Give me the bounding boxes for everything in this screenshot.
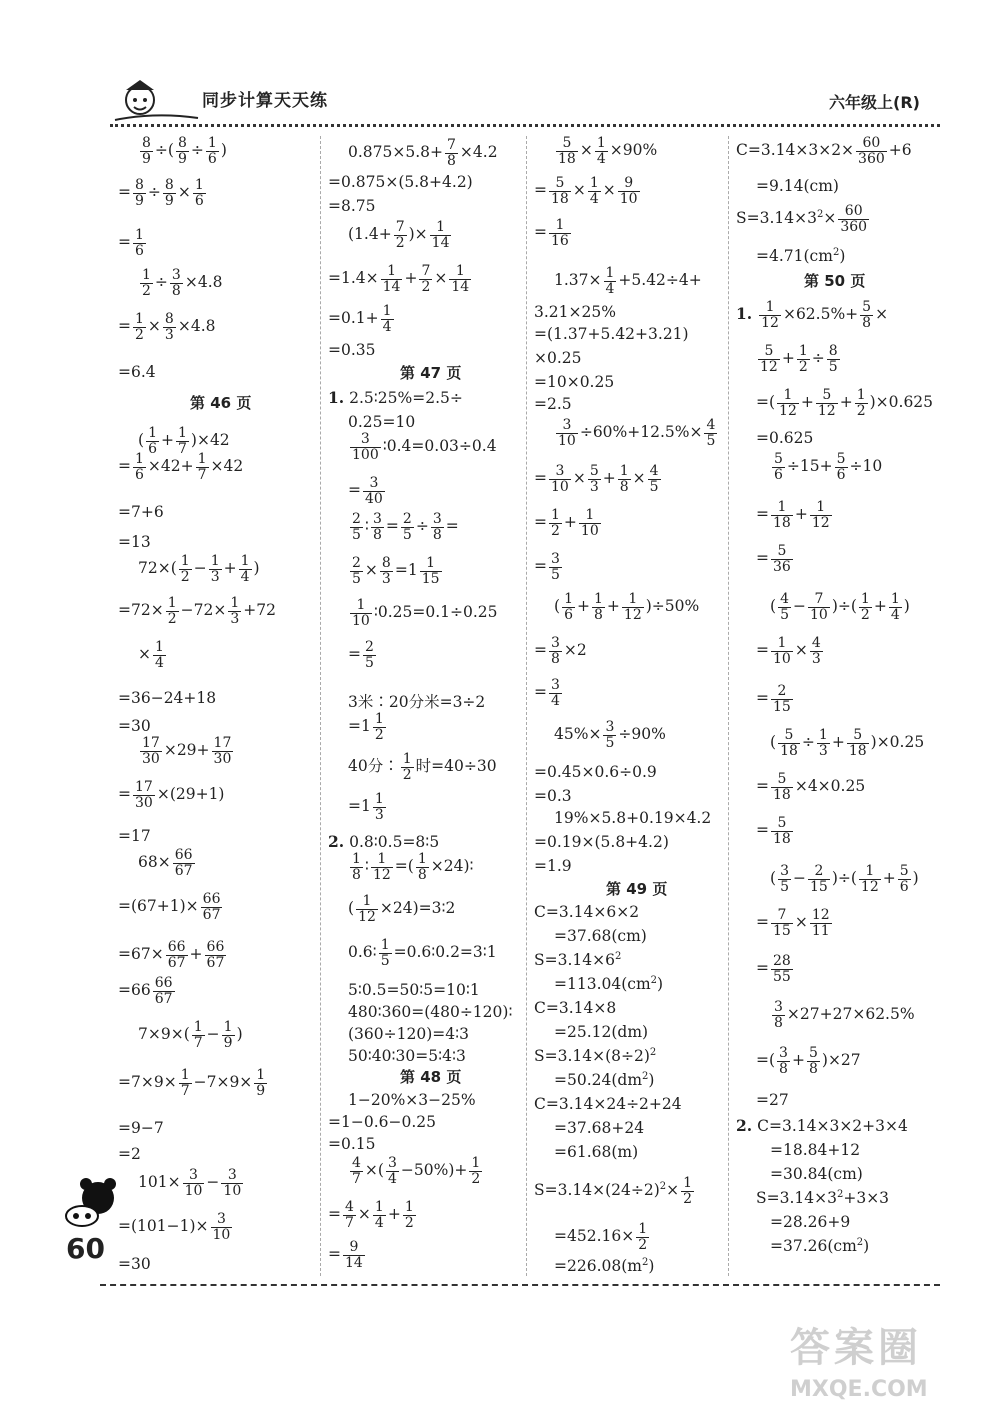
math-line: =67× $\frac{66}{67}$ + $\frac{66}{67}$	[118, 939, 225, 971]
math-line: $\frac{3}{100}$ ∶0.4=0.03÷0.4	[352, 431, 497, 463]
math-line: = $\frac{3}{5}$	[534, 551, 560, 583]
math-line: =1.4× $\frac{1}{14}$ + $\frac{7}{2}$ × $\frac{1}{14}$	[328, 263, 470, 295]
math-line: =0.19×(5.8+4.2)	[534, 833, 669, 851]
math-line: 3米∶20分米=3÷2	[348, 693, 486, 711]
math-line: 7×9×( $\frac{1}{7}$ − $\frac{1}{9}$ )	[138, 1019, 243, 1051]
math-line: $\frac{4}{7}$ ×( $\frac{3}{4}$ −50%)+ $\frac{1}{2}$	[352, 1155, 481, 1187]
math-line: 1−20%×3−25%	[348, 1091, 476, 1109]
math-line: $\frac{8}{9}$ ÷( $\frac{8}{9}$ ÷ $\frac{1}{6}$ )	[142, 135, 227, 167]
math-line: $S=3.14\times(24\div 2)^2\times$ $\frac{1}{2}$	[534, 1175, 693, 1207]
math-line: = $\frac{3}{10}$ × $\frac{5}{3}$ + $\frac{1}{8}$ × $\frac{4}{5}$	[534, 463, 659, 495]
math-line: ( $\frac{4}{5}$ − $\frac{7}{10}$ )÷( $\frac{1}{2}$ + $\frac{1}{4}$ )	[770, 591, 910, 623]
page-heading: 第 50 页	[804, 272, 866, 290]
footer-divider	[100, 1284, 940, 1286]
math-line: =0.35	[328, 341, 376, 359]
math-line: =30	[118, 1255, 151, 1273]
math-line: = $\frac{2}{5}$	[348, 639, 374, 671]
math-line: = $\frac{17}{30}$ ×(29+1)	[118, 779, 225, 811]
math-line: $\frac{1}{8}$ ∶ $\frac{1}{12}$ =( $\frac{1}{8}$ ×24)∶	[352, 851, 474, 883]
math-line: =2.5	[534, 395, 572, 413]
math-line: 0.875×5.8+ $\frac{7}{8}$ ×4.2	[348, 137, 498, 169]
math-line: = $\frac{4}{7}$ × $\frac{1}{4}$ + $\frac{1}{2}$	[328, 1199, 414, 1231]
math-line: $=226.08(m^2)$	[554, 1257, 655, 1276]
math-line: 0.25=10	[348, 413, 416, 431]
math-line: $\frac{3}{10}$ ÷60%+12.5%× $\frac{4}{5}$	[558, 417, 716, 449]
math-line: (360÷120)=4∶3	[348, 1025, 469, 1043]
math-line: =17	[118, 827, 151, 845]
math-line: =37.68(cm)	[554, 927, 647, 945]
math-line: = $\frac{3}{40}$	[348, 475, 383, 507]
watermark: 答案圈 MXQE.COM	[790, 1325, 928, 1402]
math-line: = $\frac{1}{16}$	[534, 217, 569, 249]
math-line: = $\frac{5}{18}$ × $\frac{1}{4}$ × $\frac{9}{10}$	[534, 175, 638, 207]
math-line: =452.16× $\frac{1}{2}$	[554, 1221, 648, 1253]
math-line: ( $\frac{5}{18}$ ÷ $\frac{1}{3}$ + $\frac{5}{18}$ )×0.25	[770, 727, 925, 759]
math-line: $\frac{5}{18}$ × $\frac{1}{4}$ ×90%	[558, 135, 658, 167]
math-line: =30.84(cm)	[770, 1165, 863, 1183]
math-line: =( $\frac{1}{12}$ + $\frac{5}{12}$ + $\frac{1}{2}$ )×0.625	[756, 387, 934, 419]
math-line: (1.4+ $\frac{7}{2}$ )× $\frac{1}{14}$	[348, 219, 450, 251]
math-line: =8.75	[328, 197, 376, 215]
math-line: =10×0.25	[534, 373, 615, 391]
page-heading: 第 47 页	[400, 364, 462, 382]
math-line: =1−0.6−0.25	[328, 1113, 436, 1131]
math-line: =( $\frac{3}{8}$ + $\frac{5}{8}$ )×27	[756, 1045, 861, 1077]
math-line: 3.21×25%	[534, 303, 616, 321]
math-line: =9.14(cm)	[756, 177, 839, 195]
math-line: =0.1+ $\frac{1}{4}$	[328, 303, 392, 335]
math-line: 5∶0.5=50∶5=10∶1	[348, 981, 480, 999]
math-line: = $\frac{1}{6}$	[118, 227, 144, 259]
math-line: =0.45×0.6÷0.9	[534, 763, 657, 781]
math-line: $\frac{2}{5}$ ∶ $\frac{3}{8}$ = $\frac{2}{5}$ ÷ $\frac{3}{8}$ =	[352, 511, 459, 543]
math-line: =27	[756, 1091, 789, 1109]
math-line: $\frac{5}{6}$ ÷15+ $\frac{5}{6}$ ÷10	[774, 451, 883, 483]
math-line: $S=3.14\times 6^2$	[534, 951, 622, 970]
math-line: = $\frac{1}{18}$ + $\frac{1}{12}$	[756, 499, 830, 531]
math-line: = $\frac{5}{18}$	[756, 815, 791, 847]
math-line: =66 $\frac{66}{67}$	[118, 975, 173, 1007]
math-line: $=50.24(dm^2)$	[554, 1071, 655, 1090]
math-line: 68× $\frac{66}{67}$	[138, 847, 193, 879]
math-line: $\frac{1}{2}$ ÷ $\frac{3}{8}$ ×4.8	[142, 267, 223, 299]
grade-label: 六年级上(R)	[829, 93, 920, 112]
header-divider	[110, 124, 940, 127]
math-line: = $\frac{1}{2}$ × $\frac{8}{3}$ ×4.8	[118, 311, 216, 343]
series-title: 同步计算天天练	[202, 91, 328, 111]
math-line: 45%× $\frac{3}{5}$ ÷90%	[554, 719, 666, 751]
math-line: ( $\frac{3}{5}$ − $\frac{2}{15}$ )÷( $\frac{1}{12}$ + $\frac{5}{6}$ )	[770, 863, 919, 895]
math-line: = $\frac{3}{8}$ ×2	[534, 635, 587, 667]
math-line: =61.68(m)	[554, 1143, 639, 1161]
math-line: $\frac{17}{30}$ ×29+ $\frac{17}{30}$	[142, 735, 232, 767]
math-line: 40分∶ $\frac{1}{2}$ 时=40÷30	[348, 751, 497, 783]
math-line: =9−7	[118, 1119, 164, 1137]
math-line: = $\frac{5}{36}$	[756, 543, 791, 575]
math-line: =6.4	[118, 363, 156, 381]
math-line: 2. 0.8∶0.5=8∶5	[328, 832, 440, 851]
math-line: $=4.71(cm^2)$	[756, 247, 846, 266]
math-line: =1 $\frac{1}{3}$	[348, 791, 384, 823]
math-line: ( $\frac{1}{12}$ ×24)=3∶2	[348, 893, 456, 925]
math-line: $\frac{1}{10}$ ∶0.25=0.1÷0.25	[352, 597, 498, 629]
mascot-logo-icon	[110, 72, 200, 128]
math-line: =36−24+18	[118, 689, 217, 707]
math-line: =0.875×(5.8+4.2)	[328, 173, 473, 191]
math-line: 72×( $\frac{1}{2}$ − $\frac{1}{3}$ + $\frac{1}{4}$ )	[138, 553, 260, 585]
math-line: ( $\frac{1}{6}$ + $\frac{1}{8}$ + $\frac{1}{12}$ )÷50%	[554, 591, 700, 623]
math-line: = $\frac{1}{10}$ × $\frac{4}{3}$	[756, 635, 821, 667]
math-line: $\frac{3}{8}$ ×27+27×62.5%	[774, 999, 915, 1031]
math-line: = $\frac{8}{9}$ ÷ $\frac{8}{9}$ × $\frac{1}{6}$	[118, 177, 204, 209]
math-line: C=3.14×3×2× $\frac{60}{360}$ +6	[736, 135, 912, 167]
math-line: =28.26+9	[770, 1213, 851, 1231]
math-line: 1.37× $\frac{1}{4}$ +5.42÷4+	[554, 265, 702, 297]
math-line: $S=3.14\times 3^2+3\times 3$	[756, 1189, 890, 1208]
math-line: =7×9× $\frac{1}{7}$ −7×9× $\frac{1}{9}$	[118, 1067, 266, 1099]
math-line: = $\frac{5}{18}$ ×4×0.25	[756, 771, 866, 803]
math-line: =(101−1)× $\frac{3}{10}$	[118, 1211, 231, 1243]
math-line: 101× $\frac{3}{10}$ − $\frac{3}{10}$	[138, 1167, 242, 1199]
math-line: =0.15	[328, 1135, 376, 1153]
math-line: =18.84+12	[770, 1141, 861, 1159]
math-line: × $\frac{1}{4}$	[138, 639, 164, 671]
page-heading: 第 48 页	[400, 1068, 462, 1086]
math-line: $=37.26(cm^2)$	[770, 1237, 870, 1256]
math-line: =7+6	[118, 503, 164, 521]
page-heading: 第 46 页	[190, 394, 252, 412]
math-line: 0.6∶ $\frac{1}{5}$ =0.6∶0.2=3∶1	[348, 937, 497, 969]
page-number: 60	[66, 1232, 105, 1265]
answer-column-1	[118, 136, 314, 1276]
math-line: $S=3.14\times 3^2\times$ $\frac{60}{360}$	[736, 203, 868, 235]
column-divider	[526, 136, 527, 1276]
math-line: = $\frac{3}{4}$	[534, 677, 560, 709]
math-line: =25.12(dm)	[554, 1023, 649, 1041]
math-line: =0.625	[756, 429, 814, 447]
math-line: C=3.14×6×2	[534, 903, 640, 921]
math-line: $\frac{2}{5}$ × $\frac{8}{3}$ =1 $\frac{1}{15}$	[352, 555, 440, 587]
math-line: =(67+1)× $\frac{66}{67}$	[118, 891, 221, 923]
answer-column-2	[328, 136, 524, 1276]
math-line: $=113.04(cm^2)$	[554, 975, 664, 994]
math-line: =2	[118, 1145, 141, 1163]
math-line: 480∶360=(480÷120)∶	[348, 1003, 513, 1021]
math-line: ×0.25	[534, 349, 582, 367]
bear-mascot-icon	[58, 1172, 128, 1232]
math-line: = $\frac{1}{2}$ + $\frac{1}{10}$	[534, 507, 599, 539]
math-line: =72× $\frac{1}{2}$ −72× $\frac{1}{3}$ +72	[118, 595, 276, 627]
answer-column-4	[736, 136, 932, 1276]
math-line: C=3.14×24÷2+24	[534, 1095, 682, 1113]
math-line: 50∶40∶30=5∶4∶3	[348, 1047, 466, 1065]
page-heading: 第 49 页	[606, 880, 668, 898]
math-line: 2. C=3.14×3×2+3×4	[736, 1116, 908, 1135]
math-line: =(1.37+5.42+3.21)	[534, 325, 689, 343]
math-line: = $\frac{1}{6}$ ×42+ $\frac{1}{7}$ ×42	[118, 451, 244, 483]
math-line: 1. 2.5∶25%=2.5÷	[328, 388, 463, 407]
math-line: C=3.14×8	[534, 999, 617, 1017]
math-line: =0.3	[534, 787, 572, 805]
math-line: =13	[118, 533, 151, 551]
math-line: 19%×5.8+0.19×4.2	[554, 809, 712, 827]
math-line: 1. $\frac{1}{12}$ ×62.5%+ $\frac{5}{8}$ ×	[736, 299, 889, 331]
column-divider	[320, 136, 321, 1276]
answer-column-3	[534, 136, 730, 1276]
math-line: $\frac{5}{12}$ + $\frac{1}{2}$ ÷ $\frac{8}{5}$	[760, 343, 838, 375]
math-line: =37.68+24	[554, 1119, 645, 1137]
math-line: =30	[118, 717, 151, 735]
math-line: =1 $\frac{1}{2}$	[348, 711, 384, 743]
math-line: = $\frac{9}{14}$	[328, 1239, 363, 1271]
math-line: = $\frac{2}{15}$	[756, 683, 791, 715]
math-line: $S=3.14\times(8\div 2)^2$	[534, 1047, 657, 1066]
math-line: = $\frac{7}{15}$ × $\frac{12}{11}$	[756, 907, 830, 939]
math-line: =1.9	[534, 857, 572, 875]
page-header	[110, 72, 930, 132]
math-line: = $\frac{28}{55}$	[756, 953, 791, 985]
math-line: ( $\frac{1}{6}$ + $\frac{1}{7}$ )×42	[138, 425, 230, 457]
